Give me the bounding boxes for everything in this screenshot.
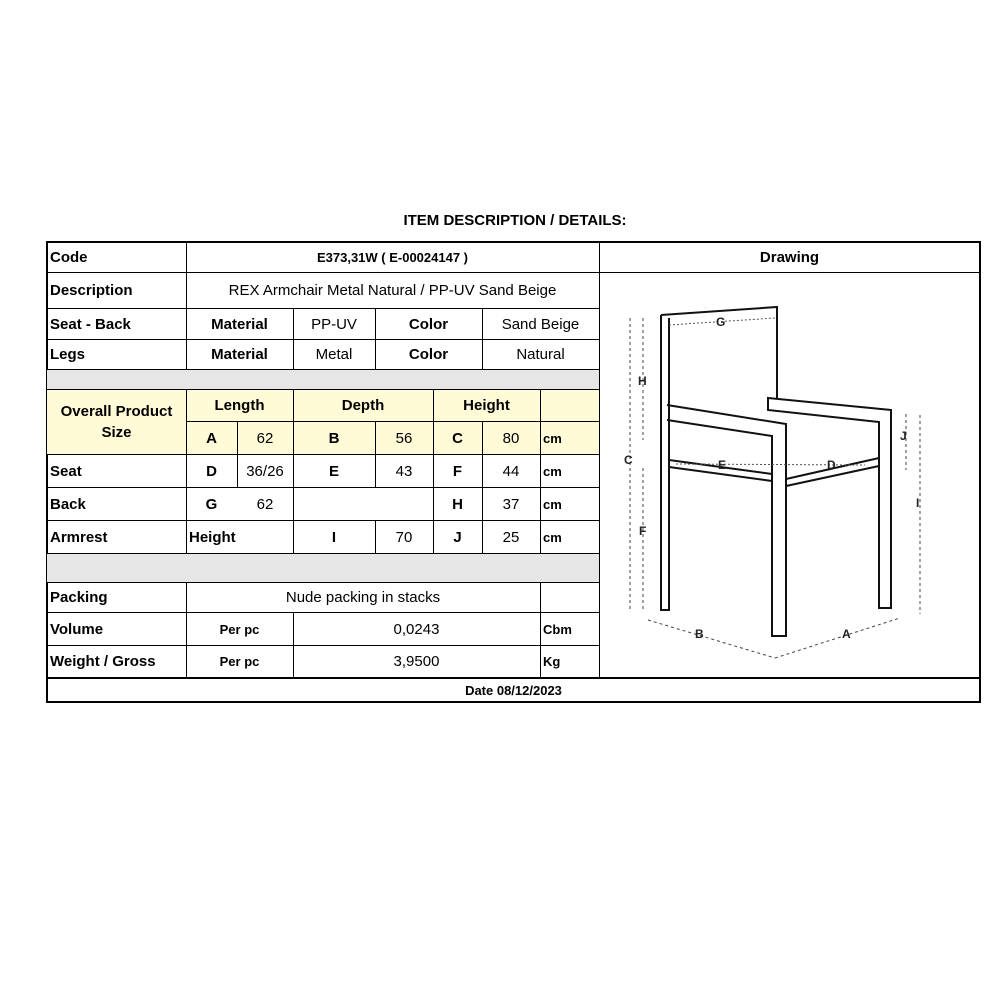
- volume-value: 0,0243: [393, 620, 440, 638]
- seat-label: Seat: [50, 462, 82, 480]
- legs-color: Natural: [516, 346, 565, 363]
- code-value: E373,31W ( E-00024147 ): [316, 250, 469, 265]
- drawing-label: Drawing: [759, 249, 820, 266]
- back-unit: cm: [543, 496, 562, 512]
- dim-f-label: F: [452, 462, 463, 480]
- dim-a-label: A: [206, 429, 217, 447]
- dim-g-label: G: [205, 495, 218, 513]
- overall-unit: cm: [543, 430, 562, 446]
- dim-d-label: D: [206, 462, 217, 480]
- seat-back-material-label: Material: [211, 315, 268, 333]
- legs-color-label: Color: [408, 346, 449, 363]
- dim-e-label: E: [328, 462, 339, 480]
- dim-h-label: H: [452, 495, 463, 513]
- dim-d-value: 36/26: [246, 462, 284, 480]
- legs-material-label: Material: [211, 346, 268, 363]
- legs-material: Metal: [315, 346, 353, 363]
- page-title: ITEM DESCRIPTION / DETAILS:: [403, 212, 627, 229]
- drawing-label-h: H: [638, 374, 647, 388]
- seat-back-color-label: Color: [408, 315, 449, 333]
- back-label: Back: [50, 495, 86, 513]
- depth-header: Depth: [341, 397, 385, 414]
- dim-a-value: 62: [256, 429, 274, 447]
- packing-label: Packing: [50, 589, 108, 606]
- drawing-label-a: A: [842, 627, 851, 641]
- dim-j-label: J: [453, 528, 462, 546]
- drawing-label-d: D: [827, 458, 836, 472]
- seat-back-material: PP-UV: [311, 315, 357, 333]
- seat-back-color: Sand Beige: [501, 315, 580, 333]
- dim-h-value: 37: [502, 495, 520, 513]
- seat-unit: cm: [543, 463, 562, 479]
- spacer-row-2: [47, 553, 599, 582]
- dim-j-value: 25: [502, 528, 520, 546]
- dim-e-value: 43: [395, 462, 413, 480]
- drawing-label-e: E: [718, 458, 727, 472]
- chair-drawing: [600, 272, 980, 676]
- date-footer: Date 08/12/2023: [465, 683, 562, 698]
- dim-g-value: 62: [256, 495, 274, 513]
- weight-unit: Kg: [543, 654, 561, 669]
- height-header: Height: [463, 397, 510, 414]
- drawing-label-j: J: [900, 429, 907, 443]
- dim-c-label: C: [452, 429, 463, 447]
- armrest-unit: cm: [543, 529, 562, 545]
- drawing-label-f: F: [639, 524, 647, 538]
- drawing-label-b: B: [695, 627, 704, 641]
- volume-per: Per pc: [219, 621, 260, 637]
- dim-i-label: I: [331, 528, 337, 546]
- dim-b-label: B: [328, 429, 340, 447]
- drawing-label-g: G: [716, 315, 726, 329]
- dim-f-value: 44: [502, 462, 520, 480]
- code-label: Code: [50, 249, 88, 266]
- seat-back-label: Seat - Back: [50, 315, 131, 333]
- spacer-row-1: [47, 370, 599, 389]
- dim-c-value: 80: [502, 429, 520, 447]
- dim-i-value: 70: [395, 528, 413, 546]
- overall-size-label: Overall Product Size: [60, 403, 173, 441]
- description-value: REX Armchair Metal Natural / PP-UV Sand Beige: [228, 282, 557, 299]
- drawing-label-i: I: [916, 496, 920, 510]
- armrest-height-label: Height: [189, 528, 236, 546]
- packing-value: Nude packing in stacks: [285, 589, 441, 606]
- drawing-label-c: C: [624, 453, 633, 467]
- length-header: Length: [214, 397, 265, 414]
- description-label: Description: [50, 282, 133, 299]
- weight-value: 3,9500: [393, 653, 440, 670]
- volume-unit: Cbm: [543, 621, 572, 637]
- weight-per: Per pc: [219, 654, 260, 669]
- armrest-label: Armrest: [50, 528, 108, 546]
- weight-label: Weight / Gross: [50, 653, 156, 670]
- volume-label: Volume: [50, 620, 104, 638]
- legs-label: Legs: [50, 346, 86, 363]
- dim-b-value: 56: [395, 429, 413, 447]
